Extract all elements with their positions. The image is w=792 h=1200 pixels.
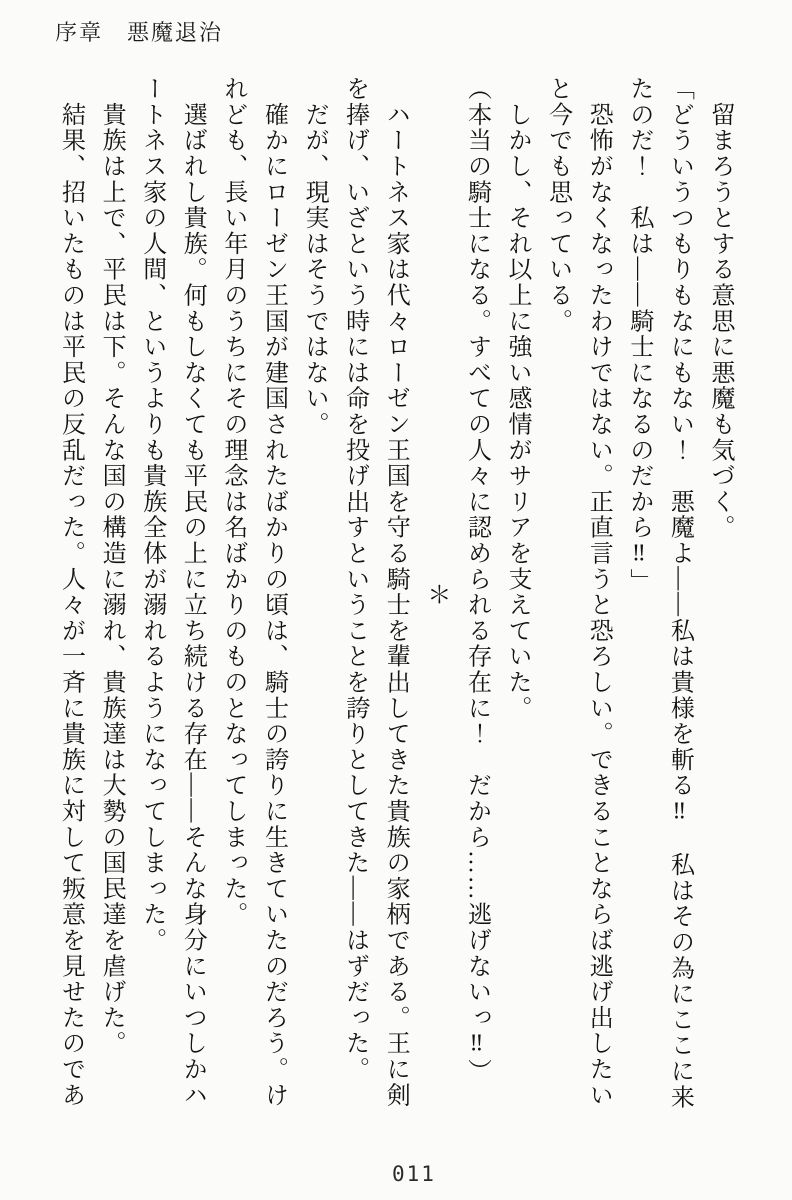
text-line: 留まろうとする意思に悪魔も気づく。 — [707, 76, 733, 541]
text-line: だが、現実はそうではない。 — [301, 76, 328, 438]
text-line: 結果、招いたものは平民の反乱だった。人々が一斉に貴族に対して叛意を見せたのであ — [57, 76, 84, 1108]
thought-line: （本当の騎士になる。すべての人々に認められる存在に！ だから……逃げないっ‼） — [463, 76, 490, 1085]
dialogue-line: 「どういうつもりもなにもない！ 悪魔よ――私は貴様を斬る‼ 私はその為にここに来 — [666, 76, 693, 1110]
text-line: 貴族は上で、平民は下。そんな国の構造に溺れ、貴族達は大勢の国民達を虐げた。 — [98, 76, 125, 1057]
text-line: ハートネス家は代々ローゼン王国を守る騎士を輩出してきた貴族の家柄である。王に剣 — [382, 76, 409, 1108]
text-line: ートネス家の人間、というよりも貴族全体が溺れるようになってしまった。 — [138, 76, 165, 954]
text-line: を捧げ、いざという時には命を投げ出すということを誇りとしてきた――はずだった。 — [341, 76, 368, 1083]
text-line: しかし、それ以上に強い感情がサリアを支えていた。 — [504, 76, 531, 721]
page-number: 011 — [392, 1162, 436, 1186]
text-line: れども、長い年月のうちにその理念は名ばかりのものとなってしまった。 — [219, 76, 246, 928]
page-body-text — [50, 76, 740, 1112]
text-line: 選ばれし貴族。何もしなくても平民の上に立ち続ける存在――そんな身分にいつしかハ — [179, 76, 206, 1108]
dialogue-line: たのだ！ 私は――騎士になるのだから‼」 — [625, 76, 652, 594]
section-separator: ＊ — [422, 582, 449, 606]
chapter-header: 序章 悪魔退治 — [55, 20, 224, 45]
text-line: 恐怖がなくなったわけではない。正直言うと恐ろしい。できることならば逃げ出したい — [585, 76, 612, 1108]
text-line: 確かにローゼン王国が建国されたばかりの頃は、騎士の誇りに生きていたのだろう。け — [260, 76, 287, 1108]
text-line: と今でも思っている。 — [544, 76, 571, 334]
